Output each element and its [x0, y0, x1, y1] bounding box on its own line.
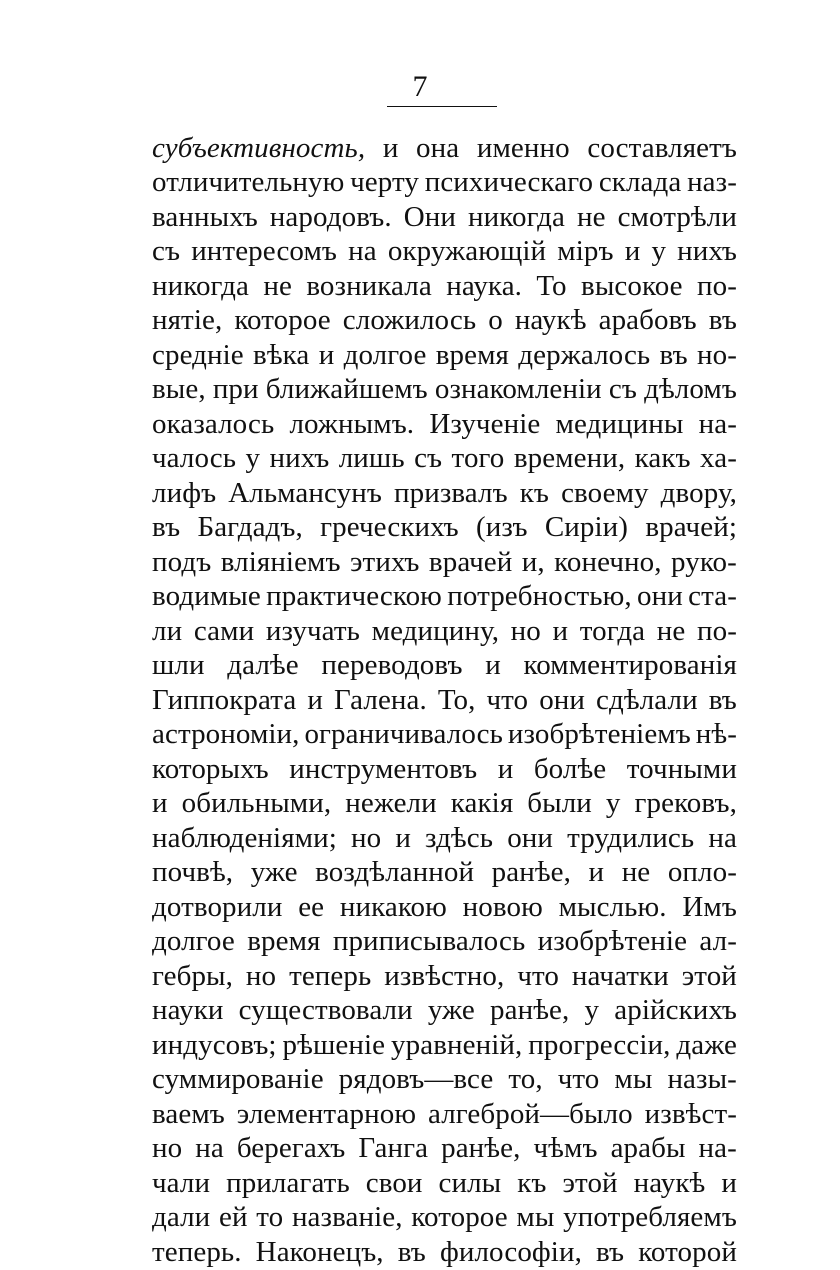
text-word: элементарною [236, 1097, 417, 1130]
text-word: рядовъ—все [338, 1063, 494, 1096]
text-word: и [552, 614, 569, 647]
text-word: медицину, [371, 614, 500, 647]
text-word: никакою [339, 890, 447, 923]
text-word: никогда [468, 200, 565, 233]
text-word: но [510, 614, 541, 647]
text-word: этой [562, 1166, 618, 1199]
text-line [152, 1097, 737, 1132]
text-word: ее [298, 890, 325, 923]
text-line [152, 304, 737, 339]
text-line [152, 821, 737, 856]
text-word: дали [152, 1201, 211, 1234]
text-word: комментированія [523, 649, 737, 682]
text-word: уравненій, [391, 1028, 523, 1061]
text-word: въ [659, 338, 688, 371]
text-word: практическою [266, 580, 442, 613]
text-word: къ [519, 476, 550, 509]
text-word: точными [626, 752, 737, 785]
text-word: назы- [667, 1063, 737, 1096]
text-word: у [584, 994, 600, 1027]
text-word: гебры, [152, 959, 233, 992]
text-line [152, 1235, 737, 1270]
text-word: въ [708, 683, 737, 716]
text-word: алгеброй—было [427, 1097, 633, 1130]
text-word: что [557, 1063, 600, 1096]
text-word: Галена. [334, 683, 427, 716]
text-word: но [152, 1132, 183, 1165]
text-word: Они [403, 200, 457, 233]
text-word: составляетъ [587, 131, 737, 164]
text-word: лишь [338, 442, 405, 475]
text-word: мыслью. [558, 890, 667, 923]
text-word: трудились [567, 821, 695, 854]
text-word: не [263, 269, 292, 302]
text-word: медицины [555, 407, 684, 440]
text-word: Наконецъ, [255, 1235, 384, 1268]
text-word: то, [508, 1063, 543, 1096]
text-word: субъективность, [152, 131, 366, 164]
text-word: какія [450, 787, 514, 820]
text-word: лифъ [152, 476, 217, 509]
text-line [152, 752, 737, 787]
text-word: подъ [152, 545, 212, 578]
text-word: берегахъ [236, 1132, 346, 1165]
text-word: смотрѣли [617, 200, 737, 233]
text-word: воздѣланной [315, 856, 475, 889]
text-word: ранѣе, [490, 994, 570, 1027]
text-word: здѣсь [425, 821, 494, 854]
text-word: названіе, [291, 1201, 403, 1234]
text-word: сложилось [342, 304, 477, 337]
text-word: время [247, 925, 321, 958]
text-word: высокое [581, 269, 683, 302]
text-word: наукѣ [514, 304, 587, 337]
text-word: и [318, 338, 335, 371]
text-word: силы [438, 1166, 502, 1199]
text-line [152, 614, 737, 649]
text-word: двору, [660, 476, 737, 509]
text-word: Имъ [682, 890, 737, 923]
text-word: конечно, [554, 545, 662, 578]
text-word: именно [476, 131, 570, 164]
text-word: отличительную [152, 166, 345, 199]
text-word: Ганга [358, 1132, 429, 1165]
text-word: арабовъ [598, 304, 697, 337]
text-word: наблюденіями; [152, 821, 337, 854]
text-line [152, 925, 737, 960]
text-line [152, 580, 737, 615]
text-word: и [721, 1166, 737, 1199]
text-word: были [527, 787, 592, 820]
text-word: водимые [152, 580, 261, 613]
text-word: свои [365, 1166, 423, 1199]
text-word: и [485, 649, 501, 682]
text-word: держалось [518, 338, 651, 371]
text-word: ложнымъ. [289, 407, 415, 440]
text-word: чали [152, 1166, 211, 1199]
text-word: міръ [557, 235, 614, 268]
text-word: въ [152, 511, 181, 544]
text-word: чалось [152, 442, 237, 475]
text-word: какъ [634, 442, 691, 475]
text-line [152, 959, 737, 994]
text-word: то [256, 1201, 284, 1234]
text-word: они [637, 580, 683, 613]
text-word: долгое [343, 338, 427, 371]
body-text [152, 131, 737, 1270]
text-word: Изученіе [429, 407, 541, 440]
text-word: къ [517, 1166, 547, 1199]
text-word: астрономіи, [152, 718, 300, 751]
text-word: Сиріи) [544, 511, 629, 544]
text-word: не [621, 856, 651, 889]
text-word: инструментовъ [289, 752, 478, 785]
text-word: Багдадъ, [197, 511, 303, 544]
text-word: Альмансунъ [228, 476, 382, 509]
text-word: арійскихъ [614, 994, 737, 1027]
text-line [152, 1166, 737, 1201]
page-number-rule [387, 106, 497, 107]
text-line [152, 407, 737, 442]
text-word: они [507, 821, 554, 854]
text-word: нежели [345, 787, 437, 820]
text-word: оказалось [152, 407, 275, 440]
text-line [152, 373, 737, 408]
text-word: въ [708, 304, 737, 337]
text-word: при [212, 373, 259, 406]
text-word: наука. [446, 269, 523, 302]
text-line [152, 683, 737, 718]
text-word: грековъ, [634, 787, 737, 820]
text-word: на [348, 235, 377, 268]
text-word: наукѣ [633, 1166, 706, 1199]
text-word: они [539, 683, 586, 716]
text-word: у [651, 235, 667, 268]
text-word: дѣломъ [644, 373, 737, 406]
text-word: и [588, 856, 605, 889]
text-word: ранѣе, [441, 1132, 521, 1165]
text-word: нихъ [269, 442, 330, 475]
text-word: индусовъ; [152, 1028, 277, 1061]
text-word: новою [462, 890, 543, 923]
text-word: и, [521, 545, 545, 578]
text-word: склада [598, 166, 682, 199]
text-line [152, 269, 737, 304]
text-word: у [245, 442, 261, 475]
text-word: приписывалось [332, 925, 526, 958]
text-word: философіи, [439, 1235, 582, 1268]
text-word: возникала [306, 269, 432, 302]
text-word: ха- [700, 442, 737, 475]
text-word: что [517, 959, 559, 992]
text-word: изучать [265, 614, 360, 647]
text-word: теперь [289, 959, 372, 992]
text-word: нихъ [677, 235, 737, 268]
text-word: о [488, 304, 503, 337]
page-number: 7 [412, 70, 428, 103]
text-word: рѣшеніе [282, 1028, 386, 1061]
text-word: этихъ [350, 545, 420, 578]
text-word: нѣ- [695, 718, 737, 751]
text-word: вліяніемъ [220, 545, 341, 578]
text-word: ограничивалось [304, 718, 503, 751]
text-word: сами [193, 614, 255, 647]
text-word: ваемъ [152, 1097, 225, 1130]
text-word: съ [414, 442, 443, 475]
text-word: на [708, 821, 737, 854]
text-word: ванныхъ [152, 200, 258, 233]
text-word: на- [698, 1132, 737, 1165]
text-line [152, 131, 737, 166]
text-word: шли [152, 649, 205, 682]
text-word: въ [397, 1235, 426, 1268]
text-word: времени, [513, 442, 626, 475]
text-word: и [307, 683, 323, 716]
text-word: и [382, 131, 399, 164]
text-word: никогда [152, 269, 249, 302]
text-line [152, 1132, 737, 1167]
text-word: науки [152, 994, 224, 1027]
text-line [152, 476, 737, 511]
text-word: уже [250, 856, 298, 889]
text-word: Гиппократа [152, 683, 297, 716]
text-line [152, 787, 737, 822]
text-word: вые, [152, 373, 206, 406]
text-line [152, 166, 737, 201]
text-word: она [416, 131, 460, 164]
text-word: уже [427, 994, 475, 1027]
text-word: прогрессіи, [528, 1028, 671, 1061]
text-word: мы [614, 1063, 653, 1096]
text-word: ближайшемъ [265, 373, 428, 406]
text-word: на- [698, 407, 737, 440]
text-word: въ [595, 1235, 625, 1268]
text-word: суммированіе [152, 1063, 324, 1096]
text-word: существовали [238, 994, 413, 1027]
text-word: что [486, 683, 529, 716]
text-line [152, 442, 737, 477]
text-word: съ [608, 373, 637, 406]
text-line [152, 890, 737, 925]
text-word: руко- [671, 545, 737, 578]
text-word: греческихъ [320, 511, 459, 544]
text-line [152, 1028, 737, 1063]
text-word: сдѣлали [596, 683, 698, 716]
text-word: и [152, 787, 168, 820]
text-word: и [497, 752, 514, 785]
text-word: ал- [699, 925, 737, 958]
text-word: своему [561, 476, 649, 509]
text-word: которое [411, 1201, 508, 1234]
text-word: психическаго [424, 166, 594, 199]
text-word: опло- [667, 856, 737, 889]
text-word: врачей [428, 545, 513, 578]
text-word: изобрѣтеніемъ [507, 718, 691, 751]
text-line [152, 1063, 737, 1098]
text-word: теперь. [152, 1235, 242, 1268]
text-line [152, 200, 737, 235]
text-word: которой [638, 1235, 737, 1268]
text-word: съ [152, 235, 181, 268]
text-word: болѣе [533, 752, 607, 785]
text-word: долгое [152, 925, 235, 958]
text-word: время [435, 338, 509, 371]
text-word: на [195, 1132, 224, 1165]
text-word: интересомъ [191, 235, 338, 268]
text-word: и [624, 235, 641, 268]
text-line [152, 511, 737, 546]
text-word: ей [218, 1201, 248, 1234]
text-word: народовъ. [269, 200, 392, 233]
text-word: ста- [688, 580, 737, 613]
text-word: тогда [579, 614, 646, 647]
text-word: по- [697, 614, 737, 647]
text-word: не [576, 200, 606, 233]
text-line [152, 718, 737, 753]
text-word: которое [234, 304, 331, 337]
text-word: у [605, 787, 621, 820]
text-word: черту [350, 166, 419, 199]
text-word: того [451, 442, 505, 475]
text-word: То [536, 269, 567, 302]
text-line [152, 1201, 737, 1236]
text-line [152, 649, 737, 684]
text-line [152, 338, 737, 373]
text-word: (изъ [476, 511, 528, 544]
text-word: ознакомленіи [434, 373, 602, 406]
text-word: наз- [687, 166, 737, 199]
text-word: извѣстно, [384, 959, 505, 992]
text-word: обильными, [181, 787, 332, 820]
text-word: средніе [152, 338, 244, 371]
text-word: мы [516, 1201, 555, 1234]
text-word: далѣе [227, 649, 299, 682]
text-word: по- [697, 269, 737, 302]
text-word: чѣмъ [533, 1132, 598, 1165]
text-word: врачей; [645, 511, 737, 544]
text-word: нятіе, [152, 304, 223, 337]
text-word: употребляемъ [563, 1201, 737, 1234]
text-word: но [245, 959, 277, 992]
text-line [152, 235, 737, 270]
text-word: ранѣе, [491, 856, 571, 889]
text-word: но- [697, 338, 737, 371]
text-word: которыхъ [152, 752, 269, 785]
text-word: вѣка [253, 338, 310, 371]
text-word: не [656, 614, 686, 647]
text-word: этой [681, 959, 737, 992]
text-word: То, [437, 683, 476, 716]
text-word: прилагать [226, 1166, 350, 1199]
text-word: но [350, 821, 382, 854]
text-word: дотворили [152, 890, 283, 923]
text-word: переводовъ [321, 649, 463, 682]
text-word: почвѣ, [152, 856, 234, 889]
text-word: ли [152, 614, 183, 647]
text-word: начатки [571, 959, 669, 992]
text-word: окружающій [387, 235, 547, 268]
text-line [152, 856, 737, 891]
text-line [152, 994, 737, 1029]
text-word: арабы [610, 1132, 686, 1165]
text-word: потребностью, [447, 580, 632, 613]
text-word: изобрѣтеніе [537, 925, 688, 958]
text-word: извѣст- [644, 1097, 737, 1130]
text-word: даже [676, 1028, 737, 1061]
text-line [152, 545, 737, 580]
text-word: призвалъ [393, 476, 508, 509]
text-word: и [395, 821, 411, 854]
